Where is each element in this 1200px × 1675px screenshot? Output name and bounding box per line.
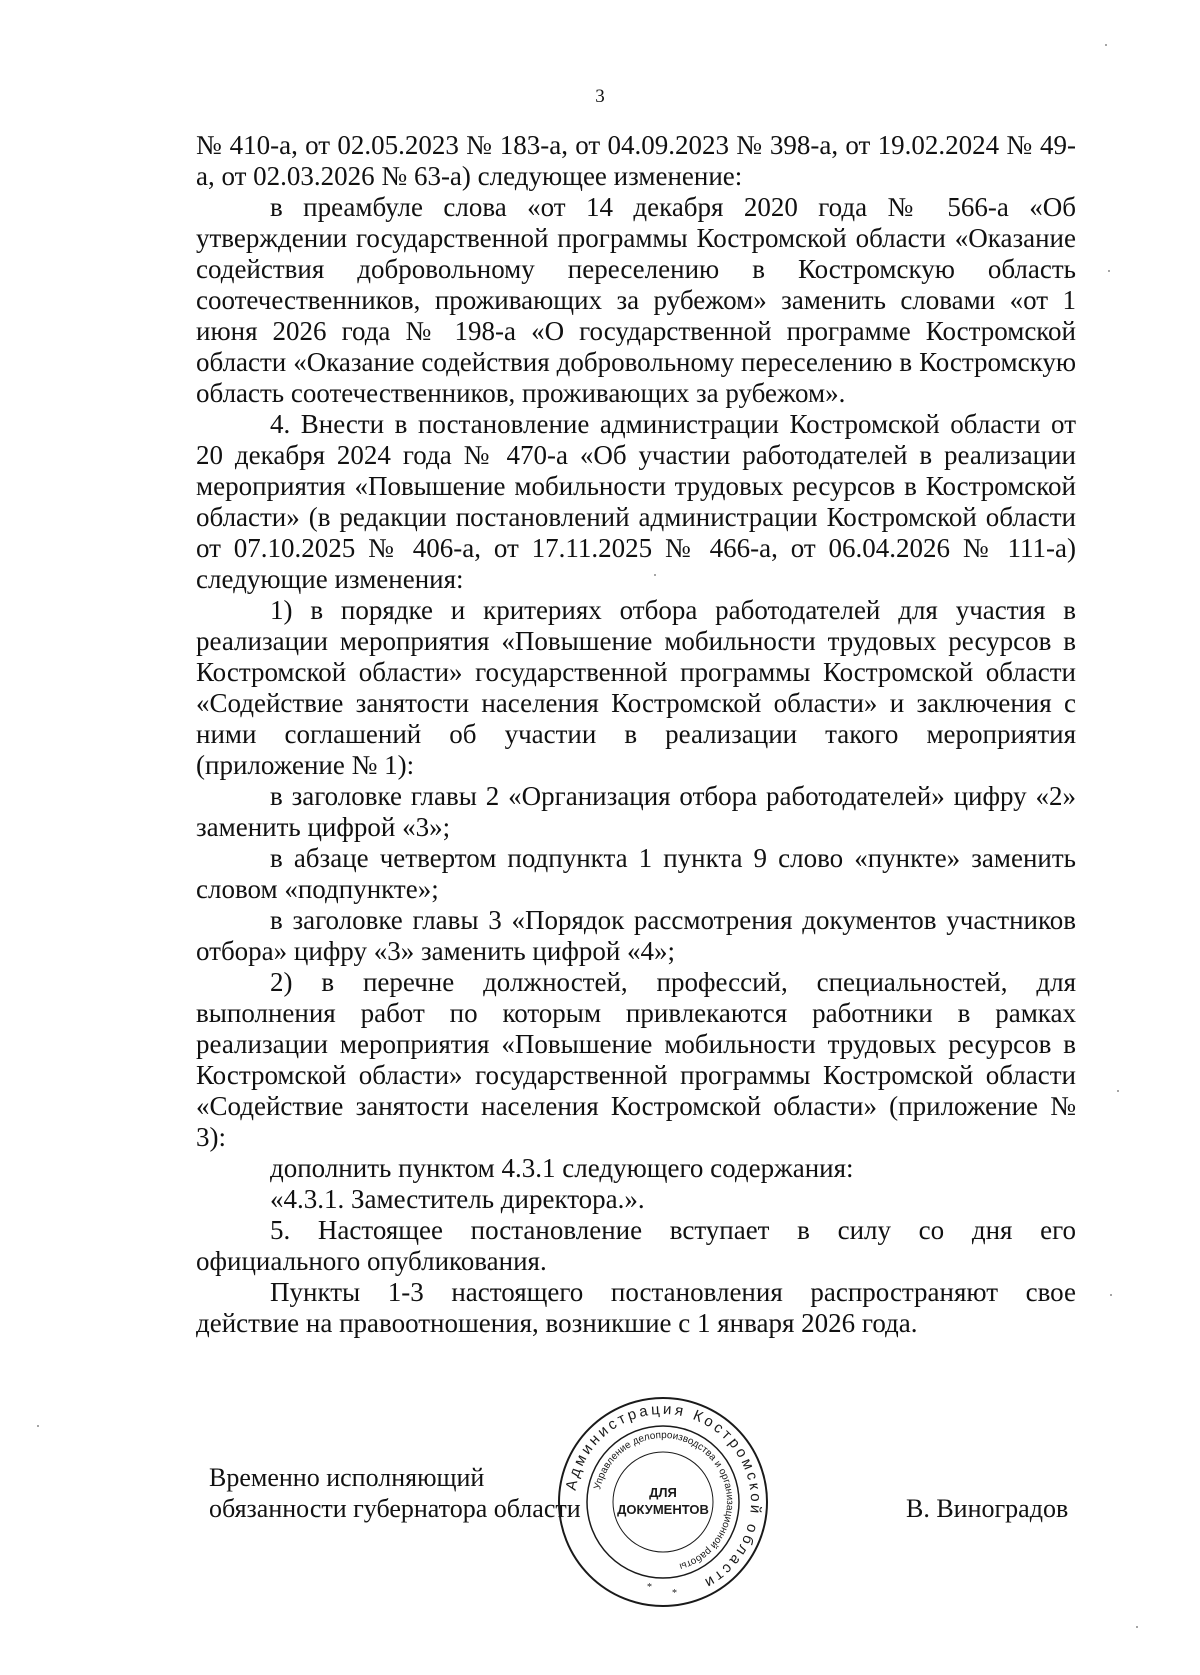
scan-speck xyxy=(1110,1294,1112,1296)
paragraph: в заголовке главы 3 «Порядок рассмотрения документов участников отбора» цифру «3» заменить цифрой «4»; xyxy=(196,905,1076,966)
paragraph: Пункты 1-3 настоящего постановления распространяют свое действие на правоотношения, возникшие с 1 января 2026 года. xyxy=(196,1277,1076,1338)
signatory-position xyxy=(209,1462,581,1524)
paragraph: 5. Настоящее постановление вступает в силу со дня его официального опубликования. xyxy=(196,1215,1076,1276)
scan-speck xyxy=(654,574,656,576)
paragraph: «4.3.1. Заместитель директора.». xyxy=(270,1184,645,1214)
document-body xyxy=(196,130,1076,1339)
paragraph: в абзаце четвертом подпункта 1 пункта 9 слово «пункте» заменить словом «подпункте»; xyxy=(196,843,1076,904)
paragraph: 1) в порядке и критериях отбора работодателей для участия в реализации мероприятия «Повышение мобильности трудовых ресурсов в Костромской области» государственной программы Костромской области «Содействие занятости населения Костромской области» и заключения с ними соглашений об участии в реализации такого мероприятия (приложение № 1): xyxy=(196,595,1076,780)
scan-speck xyxy=(1105,44,1107,46)
official-stamp xyxy=(554,1393,772,1611)
stamp-outer-text: Администрация Костромской области xyxy=(562,1400,765,1593)
signatory-name: В. Виноградов xyxy=(906,1494,1069,1523)
scan-speck xyxy=(37,1425,39,1427)
svg-text:Управление делопроизводства и xyxy=(592,1430,735,1572)
stamp-center-line-1: ДЛЯ xyxy=(649,1485,677,1500)
position-line-2: обязанности губернатора области xyxy=(209,1494,581,1523)
stamp-inner-text: Управление делопроизводства и организационной работы xyxy=(592,1429,736,1572)
scan-speck xyxy=(1117,1090,1119,1092)
scan-speck xyxy=(1136,1626,1138,1628)
stamp-center-line-2: ДОКУМЕНТОВ xyxy=(617,1502,709,1517)
stamp-star-icon: * xyxy=(672,1588,677,1599)
stamp-star-icon: * xyxy=(647,1582,652,1593)
paragraph: в заголовке главы 2 «Организация отбора работодателей» цифру «2» заменить цифрой «3»; xyxy=(196,781,1076,842)
paragraph: № 410-а, от 02.05.2023 № 183-а, от 04.09.2023 № 398-а, от 19.02.2024 № 49-а, от 02.03.2026 № 63-а) следующее изменение: xyxy=(196,130,1076,191)
paragraph: 2) в перечне должностей, профессий, специальностей, для выполнения работ по которым привлекаются работники в рамках реализации мероприятия «Повышение мобильности трудовых ресурсов в Костромской области» государственной программы Костромской области «Содействие занятости населения Костромской области» (приложение № 3): xyxy=(196,967,1076,1152)
page-number: 3 xyxy=(595,86,605,107)
paragraph: в преамбуле слова «от 14 декабря 2020 года № 566-а «Об утверждении государственной программы Костромской области «Оказание содействия добровольному переселению в Костромскую область соотечественников, проживающих за рубежом» заменить словами «от 1 июня 2026 года № 198-а «О государственной программе Костромской области «Оказание содействия добровольному переселению в Костромскую область соотечественников, проживающих за рубежом». xyxy=(196,192,1076,408)
scan-speck xyxy=(1108,270,1110,272)
paragraph: 4. Внести в постановление администрации Костромской области от 20 декабря 2024 года № 470-а «Об участии работодателей в реализации мероприятия «Повышение мобильности трудовых ресурсов в Костромской области» (в редакции постановлений администрации Костромской области от 07.10.2025 № 406-а, от 17.11.2025 № 466-а, от 06.04.2026 № 111-а) следующие изменения: xyxy=(196,409,1076,594)
position-line-1: Временно исполняющий xyxy=(209,1463,485,1492)
paragraph: дополнить пунктом 4.3.1 следующего содержания: xyxy=(270,1153,854,1183)
